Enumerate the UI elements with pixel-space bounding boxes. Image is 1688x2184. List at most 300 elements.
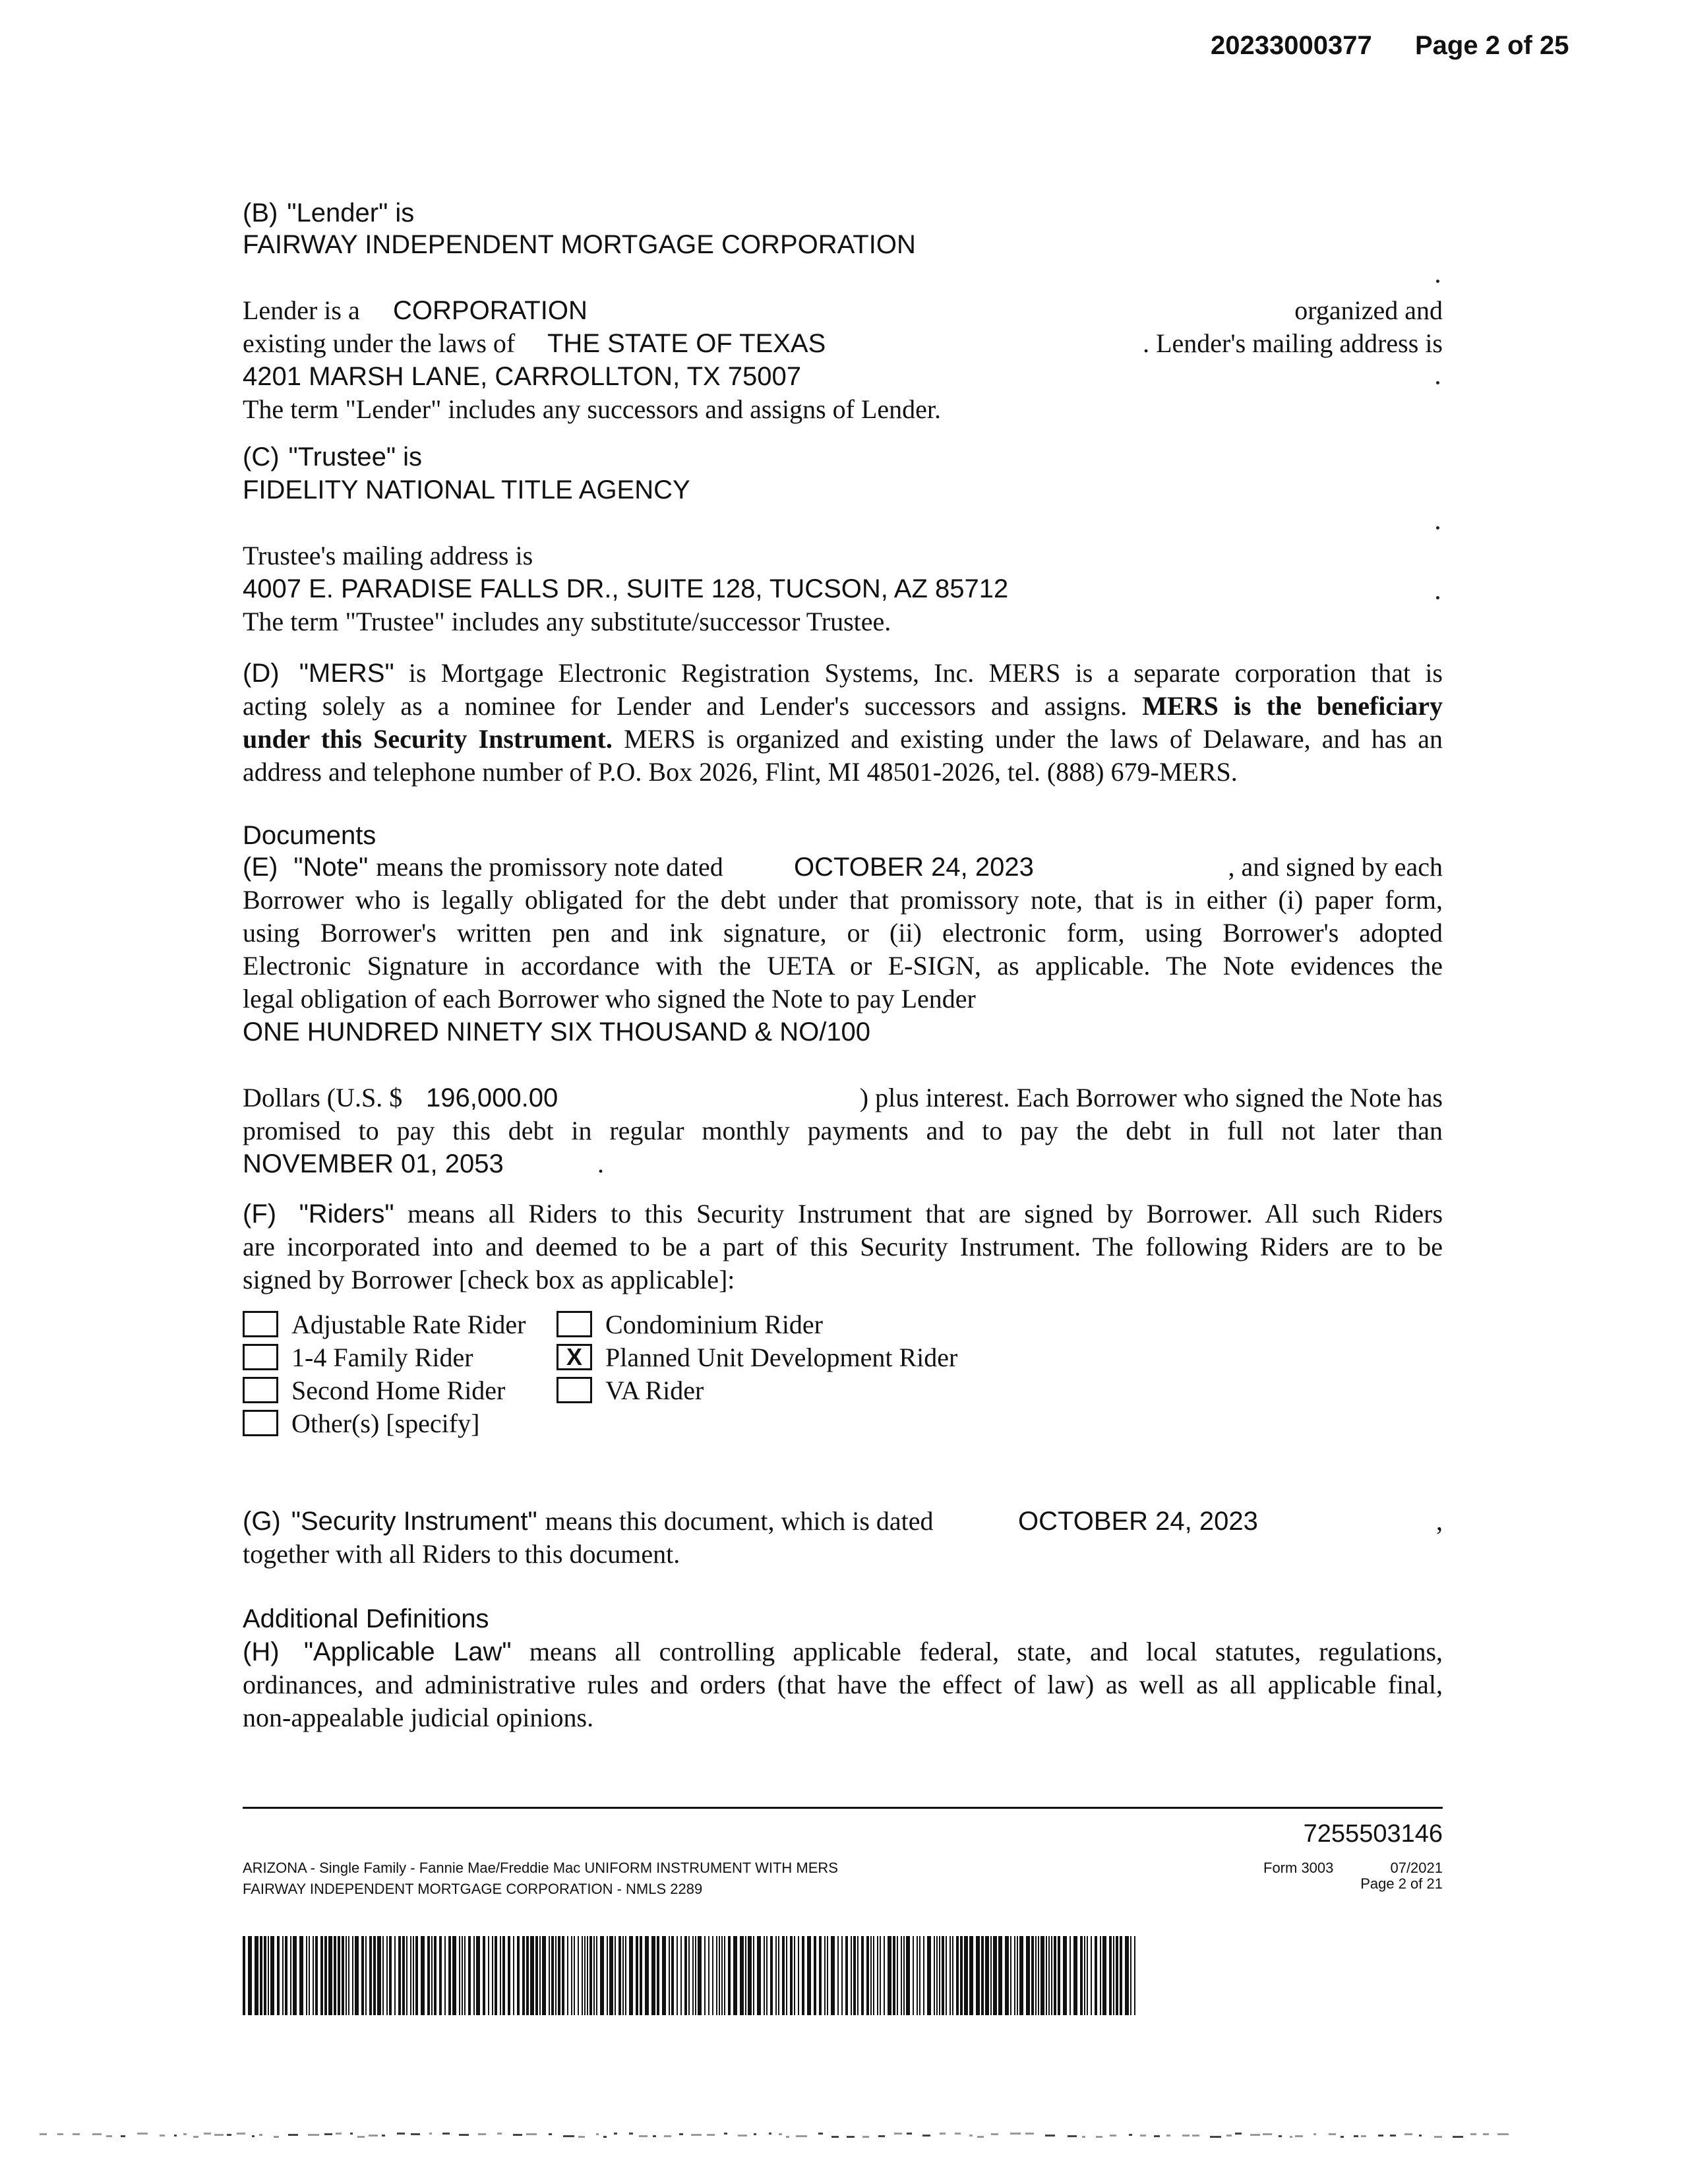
barcode-bar <box>413 1936 414 2015</box>
scan-dash <box>955 2133 961 2135</box>
barcode-bar <box>1125 1936 1129 2015</box>
barcode-bar <box>513 1936 514 2015</box>
scan-dash <box>1341 2136 1344 2138</box>
riders-line-3: signed by Borrower [check box as applicable]: <box>243 1265 735 1294</box>
va-rider-label: VA Rider <box>605 1376 704 1405</box>
barcode-bar <box>798 1936 799 2015</box>
barcode-bar <box>669 1936 670 2015</box>
barcode-bar <box>1073 1936 1077 2015</box>
barcode-bar <box>684 1936 687 2015</box>
barcode-bar <box>448 1936 451 2015</box>
security-term: "Security Instrument" <box>291 1507 537 1536</box>
barcode-bar <box>306 1936 307 2015</box>
scan-dash <box>1378 2135 1383 2137</box>
barcode-bar <box>309 1936 310 2015</box>
barcode-bar <box>517 1936 520 2015</box>
barcode-bar <box>386 1936 388 2015</box>
barcode-bar <box>956 1936 959 2015</box>
scan-dash <box>57 2133 63 2135</box>
fill-dot <box>1436 280 1439 283</box>
scan-dash <box>969 2135 973 2137</box>
barcode-bar <box>753 1936 754 2015</box>
scan-dash <box>1025 2133 1034 2135</box>
barcode-bar <box>695 1936 696 2015</box>
riders-line-2: are incorporated into and deemed to be a part of this Security Instrument. The following Riders are to be <box>243 1232 1443 1261</box>
barcode-bar <box>782 1936 785 2015</box>
scan-dash <box>1470 2133 1476 2135</box>
barcode-bar <box>622 1936 624 2015</box>
scan-dash <box>73 2133 80 2135</box>
barcode-bar <box>640 1936 642 2015</box>
barcode-bar <box>277 1936 280 2015</box>
footer-rule <box>243 1807 1443 1809</box>
barcode-bar <box>607 1936 608 2015</box>
barcode-bar <box>394 1936 396 2015</box>
others-rider-label: Other(s) [specify] <box>291 1409 480 1438</box>
scan-dash <box>786 2136 789 2138</box>
barcode-bar <box>1120 1936 1122 2015</box>
barcode-bar <box>993 1936 997 2015</box>
barcode-bar <box>824 1936 826 2015</box>
barcode-bar <box>873 1936 874 2015</box>
barcode-bar <box>578 1936 579 2015</box>
barcode-bar <box>500 1936 501 2015</box>
scan-dash <box>769 2133 771 2135</box>
scan-dash <box>121 2135 125 2137</box>
barcode-bar <box>939 1936 940 2015</box>
scan-dash <box>818 2133 823 2135</box>
riders-paragraph <box>243 1198 1443 1296</box>
scan-dash <box>252 2135 255 2137</box>
lender-organized-and: organized and <box>1294 295 1443 325</box>
scan-dash <box>629 2133 633 2135</box>
scan-dash <box>1497 2133 1509 2135</box>
barcode-bar <box>1070 1936 1071 2015</box>
barcode-bar <box>877 1936 878 2015</box>
others-rider-checkbox[interactable] <box>243 1410 278 1436</box>
scan-dash <box>274 2136 279 2138</box>
mers-line-4: address and telephone number of P.O. Box 2026, Flint, MI 48501-2026, tel. (888) 679-MERS. <box>243 757 1238 787</box>
barcode-bar <box>600 1936 604 2015</box>
barcode-bar <box>328 1936 332 2015</box>
trustee-heading <box>243 440 422 473</box>
barcode-bar <box>794 1936 795 2015</box>
barcode-bar <box>716 1936 717 2015</box>
barcode-bar <box>1134 1936 1135 2015</box>
additional-heading: Additional Definitions <box>243 1604 489 1633</box>
barcode-bar <box>770 1936 773 2015</box>
condominium-rider-checkbox[interactable] <box>557 1311 592 1337</box>
barcode-bar <box>618 1936 621 2015</box>
barcode-bar <box>1084 1936 1085 2015</box>
barcode-bar <box>708 1936 709 2015</box>
second-home-rider-label: Second Home Rider <box>291 1376 506 1405</box>
lender-address: 4201 MARSH LANE, CARROLLTON, TX 75007 <box>243 362 802 391</box>
scan-dash <box>738 2135 747 2137</box>
barcode-bar <box>361 1936 364 2015</box>
scan-dash <box>324 2133 332 2135</box>
note-first-line <box>243 851 1443 884</box>
scan-dash <box>1434 2136 1442 2138</box>
lender-is-a-prefix: Lender is a <box>243 295 360 325</box>
barcode-bar <box>462 1936 463 2015</box>
riders-term: "Riders" <box>299 1199 394 1228</box>
barcode-bar <box>923 1936 924 2015</box>
barcode-bar <box>427 1936 430 2015</box>
barcode-bar <box>901 1936 902 2015</box>
barcode-bar <box>786 1936 787 2015</box>
barcode-bar <box>629 1936 633 2015</box>
barcode-bar <box>1054 1936 1056 2015</box>
mers-letter: (D) <box>243 659 280 688</box>
barcode-bar <box>790 1936 793 2015</box>
barcode-bar <box>1014 1936 1015 2015</box>
barcode-bar <box>985 1936 989 2015</box>
barcode-bar <box>1005 1936 1009 2015</box>
barcode-bar <box>444 1936 446 2015</box>
barcode-bar <box>264 1936 266 2015</box>
barcode-bar <box>615 1936 616 2015</box>
barcode-bar <box>851 1936 852 2015</box>
barcode-bar <box>584 1936 586 2015</box>
loan-number: 7255503146 <box>1303 1820 1443 1848</box>
dollars-prefix: Dollars (U.S. $ <box>243 1083 403 1112</box>
barcode-bar <box>837 1936 839 2015</box>
barcode-bar <box>365 1936 367 2015</box>
barcode-bar <box>369 1936 372 2015</box>
scan-dash <box>1129 2134 1132 2136</box>
riders-line-1: means all Riders to this Security Instrument that are signed by Borrower. All such Riders <box>407 1199 1443 1228</box>
mers-paragraph <box>243 657 1443 789</box>
note-signed: , and signed by each <box>1228 852 1443 882</box>
scan-dash <box>691 2134 702 2136</box>
barcode-bar <box>964 1936 968 2015</box>
barcode-bar <box>1038 1936 1039 2015</box>
riders-letter: (F) <box>243 1199 277 1228</box>
trustee-address: 4007 E. PARADISE FALLS DR., SUITE 128, TUCSON, AZ 85712 <box>243 574 1009 603</box>
scan-dash <box>497 2133 502 2135</box>
fill-dot <box>1436 596 1439 599</box>
scan-dash <box>1235 2133 1242 2135</box>
mers-term: "MERS" <box>299 659 394 688</box>
fill-dot <box>1436 381 1439 384</box>
scan-dash <box>237 2133 245 2135</box>
scan-dash <box>831 2136 839 2138</box>
barcode-bar <box>355 1936 359 2015</box>
condominium-rider-label: Condominium Rider <box>605 1310 823 1339</box>
barcode-bar <box>268 1936 269 2015</box>
barcode-bar <box>539 1936 541 2015</box>
scan-dash <box>1110 2135 1116 2137</box>
barcode-bar <box>888 1936 891 2015</box>
barcode-bar <box>473 1936 475 2015</box>
trustee-term: "Trustee" is <box>288 442 423 471</box>
barcode-bar <box>315 1936 318 2015</box>
barcode-bar <box>1063 1936 1067 2015</box>
barcode-bar <box>346 1936 347 2015</box>
barcode-bar <box>861 1936 864 2015</box>
scan-dash <box>596 2133 599 2135</box>
note-letter: (E) <box>243 853 278 882</box>
barcode-bar <box>1048 1936 1050 2015</box>
scan-dash <box>350 2133 353 2135</box>
barcode-bar <box>270 1936 274 2015</box>
scan-dash <box>907 2133 912 2135</box>
scan-dash <box>1210 2136 1221 2138</box>
scan-dash <box>308 2134 319 2136</box>
security-line-2: together with all Riders to this document. <box>243 1539 680 1569</box>
document-number: 20233000377 <box>1211 31 1372 60</box>
barcode-bar <box>764 1936 765 2015</box>
lender-term: "Lender" is <box>287 198 415 228</box>
barcode-bar <box>410 1936 411 2015</box>
barcode-bar <box>476 1936 480 2015</box>
barcode-bar <box>282 1936 284 2015</box>
law-letter: (H) <box>243 1637 280 1666</box>
barcode-bar <box>636 1936 638 2015</box>
barcode-bar <box>651 1936 655 2015</box>
barcode-bar <box>740 1936 744 2015</box>
security-means: means this document, which is dated <box>545 1506 934 1536</box>
barcode-bar <box>389 1936 392 2015</box>
note-line-2: Borrower who is legally obligated for the debt under that promissory note, that is in either (i) paper form, <box>243 885 1443 915</box>
promised-line: promised to pay this debt in regular monthly payments and to pay the debt in full not later than <box>243 1116 1443 1145</box>
scan-dash <box>1082 2136 1085 2138</box>
barcode-bar <box>248 1936 252 2015</box>
barcode-bar <box>1017 1936 1018 2015</box>
barcode-bar <box>290 1936 291 2015</box>
barcode-bar <box>255 1936 258 2015</box>
barcode-bar <box>657 1936 659 2015</box>
barcode-bar <box>903 1936 905 2015</box>
barcode-bar <box>1080 1936 1083 2015</box>
applicable-law-paragraph <box>243 1635 1443 1734</box>
second-home-rider-checkbox[interactable] <box>243 1377 278 1403</box>
barcode-bar <box>1095 1936 1097 2015</box>
barcode-bar <box>522 1936 525 2015</box>
barcode-bar <box>960 1936 963 2015</box>
fill-dot <box>1436 526 1439 530</box>
barcode-bar <box>406 1936 407 2015</box>
form-date: 07/2021 <box>1390 1860 1443 1876</box>
scan-dash <box>183 2133 187 2135</box>
scan-dash <box>679 2133 683 2135</box>
barcode-bar <box>558 1936 560 2015</box>
scan-dash <box>1419 2135 1422 2137</box>
barcode-bar <box>502 1936 505 2015</box>
trustee-letter: (C) <box>243 442 280 471</box>
maturity-date: NOVEMBER 01, 2053 <box>243 1149 504 1178</box>
barcode-bar <box>990 1936 992 2015</box>
barcode-bar <box>913 1936 914 2015</box>
pud-rider-checkbox[interactable]: X <box>557 1344 592 1370</box>
note-paragraph <box>243 884 1443 1016</box>
scan-dash <box>724 2133 727 2135</box>
scan-dash <box>1096 2136 1102 2138</box>
scan-dash <box>991 2133 998 2135</box>
scan-dash <box>513 2134 522 2136</box>
barcode-bar <box>998 1936 1002 2015</box>
scan-dash <box>174 2135 177 2137</box>
trustee-includes: The term "Trustee" includes any substitute/successor Trustee. <box>243 607 891 636</box>
barcode-bar <box>692 1936 694 2015</box>
barcode-bar <box>645 1936 649 2015</box>
barcode-bar <box>464 1936 466 2015</box>
barcode-bar <box>352 1936 353 2015</box>
barcode-bar <box>342 1936 344 2015</box>
barcode-bar <box>439 1936 442 2015</box>
scan-dash <box>1192 2135 1199 2137</box>
barcode-bar <box>748 1936 752 2015</box>
barcode-bar <box>260 1936 262 2015</box>
barcode-bar <box>942 1936 944 2015</box>
lender-name: FAIRWAY INDEPENDENT MORTGAGE CORPORATION <box>243 230 916 259</box>
barcode-bar <box>728 1936 731 2015</box>
barcode-bar <box>1046 1936 1047 2015</box>
scan-dash <box>1166 2135 1170 2137</box>
scan-dash <box>411 2133 420 2135</box>
adjustable-rate-rider-checkbox[interactable] <box>243 1311 278 1337</box>
scan-dash <box>214 2134 224 2136</box>
scan-dash <box>639 2135 648 2137</box>
scan-dash <box>526 2133 537 2135</box>
barcode-bar <box>562 1936 564 2015</box>
barcode-bar <box>535 1936 538 2015</box>
documents-heading: Documents <box>243 821 377 850</box>
barcode-bar <box>807 1936 811 2015</box>
scan-dash <box>707 2134 715 2136</box>
barcode-bar <box>880 1936 881 2015</box>
barcode-bar <box>831 1936 835 2015</box>
lender-entity-type: CORPORATION <box>393 296 588 325</box>
scan-dash <box>894 2133 902 2135</box>
barcode-bar <box>293 1936 297 2015</box>
barcode-bar <box>884 1936 885 2015</box>
barcode-bar <box>1130 1936 1131 2015</box>
scan-dash <box>940 2133 946 2135</box>
scan-dash <box>1483 2133 1489 2135</box>
barcode-bar <box>625 1936 626 2015</box>
barcode-bar <box>927 1936 931 2015</box>
barcode-bar <box>934 1936 935 2015</box>
barcode-bar <box>398 1936 401 2015</box>
barcode-bar <box>243 1936 245 2015</box>
scan-dash <box>796 2135 807 2137</box>
barcode-bar <box>688 1936 690 2015</box>
scan-dash <box>922 2135 930 2137</box>
va-rider-checkbox[interactable] <box>557 1377 592 1403</box>
barcode-bar <box>483 1936 485 2015</box>
barcode-bar <box>495 1936 497 2015</box>
barcode-bar <box>434 1936 437 2015</box>
barcode-bar <box>721 1936 723 2015</box>
barcode-bar <box>857 1936 859 2015</box>
barcode-bar <box>680 1936 682 2015</box>
barcode-bar <box>542 1936 546 2015</box>
mers-line-2b: MERS is the beneficiary <box>1142 691 1443 721</box>
law-line-1: means all controlling applicable federal, state, and local statutes, regulations, <box>529 1637 1443 1666</box>
scan-dash <box>664 2135 671 2137</box>
barcode-bar <box>492 1936 493 2015</box>
scan-dash <box>382 2135 385 2137</box>
scan-dash <box>478 2133 486 2135</box>
barcode-bar <box>969 1936 973 2015</box>
scan-dash <box>1354 2135 1358 2137</box>
security-date: OCTOBER 24, 2023 <box>1018 1507 1258 1536</box>
barcode-bar <box>757 1936 761 2015</box>
barcode-bar <box>897 1936 898 2015</box>
law-line-3: non-appealable judicial opinions. <box>243 1703 594 1732</box>
barcode-bar <box>1109 1936 1112 2015</box>
lender-state: THE STATE OF TEXAS <box>547 329 826 358</box>
scan-dash <box>1263 2133 1272 2135</box>
barcode-bar <box>1010 1936 1011 2015</box>
barcode-bar <box>712 1936 713 2015</box>
scan-dash <box>754 2133 756 2135</box>
barcode-bar <box>814 1936 816 2015</box>
promised-paragraph <box>243 1114 1443 1147</box>
scan-dash <box>563 2135 574 2137</box>
barcode-bar <box>745 1936 746 2015</box>
barcode-bar <box>431 1936 433 2015</box>
mers-line-2a: acting solely as a nominee for Lender and Lender's successors and assigns. <box>243 691 1128 721</box>
scan-dash <box>1279 2135 1282 2137</box>
barcode-bar <box>866 1936 869 2015</box>
scan-dash <box>160 2135 165 2137</box>
family-rider-checkbox[interactable] <box>243 1344 278 1370</box>
family-rider-label: 1-4 Family Rider <box>291 1343 473 1372</box>
barcode-bar <box>574 1936 575 2015</box>
scan-dash <box>259 2134 262 2136</box>
scan-dash <box>92 2133 102 2135</box>
barcode-bar <box>671 1936 674 2015</box>
barcode-bar <box>313 1936 314 2015</box>
law-line-2: ordinances, and administrative rules and orders (that have the effect of law) as well as all applicable final, <box>243 1670 1443 1699</box>
barcode-bar <box>853 1936 856 2015</box>
barcode-bar <box>415 1936 418 2015</box>
scan-dash <box>137 2133 148 2135</box>
barcode-bar <box>1113 1936 1114 2015</box>
scan-dash <box>1068 2135 1077 2137</box>
barcode-bar <box>421 1936 425 2015</box>
maturity-period: . <box>597 1149 604 1178</box>
barcode-bar <box>936 1936 938 2015</box>
scan-artifact-line <box>0 2130 1688 2156</box>
scan-dash <box>1295 2135 1303 2137</box>
scan-dash <box>603 2136 607 2138</box>
scan-dash <box>336 2133 342 2135</box>
scan-dash <box>1154 2135 1160 2137</box>
scan-dash <box>1226 2135 1232 2137</box>
barcode-bar <box>976 1936 980 2015</box>
scan-dash <box>878 2135 885 2137</box>
barcode-bar <box>377 1936 381 2015</box>
scan-dash <box>1390 2135 1396 2137</box>
pud-rider-label: Planned Unit Development Rider <box>605 1343 958 1372</box>
security-first-line <box>243 1505 1443 1538</box>
note-line-5: legal obligation of each Borrower who signed the Note to pay Lender <box>243 984 976 1014</box>
barcode-bar <box>766 1936 768 2015</box>
barcode-bar <box>1031 1936 1034 2015</box>
trustee-mailing-prefix: Trustee's mailing address is <box>243 541 533 570</box>
scan-dash <box>1140 2135 1146 2137</box>
lender-heading <box>243 197 414 229</box>
scan-dash <box>977 2136 984 2138</box>
barcode-bar <box>893 1936 895 2015</box>
barcode-bar <box>827 1936 828 2015</box>
scan-dash <box>614 2133 617 2135</box>
scan-dash <box>1361 2135 1366 2137</box>
